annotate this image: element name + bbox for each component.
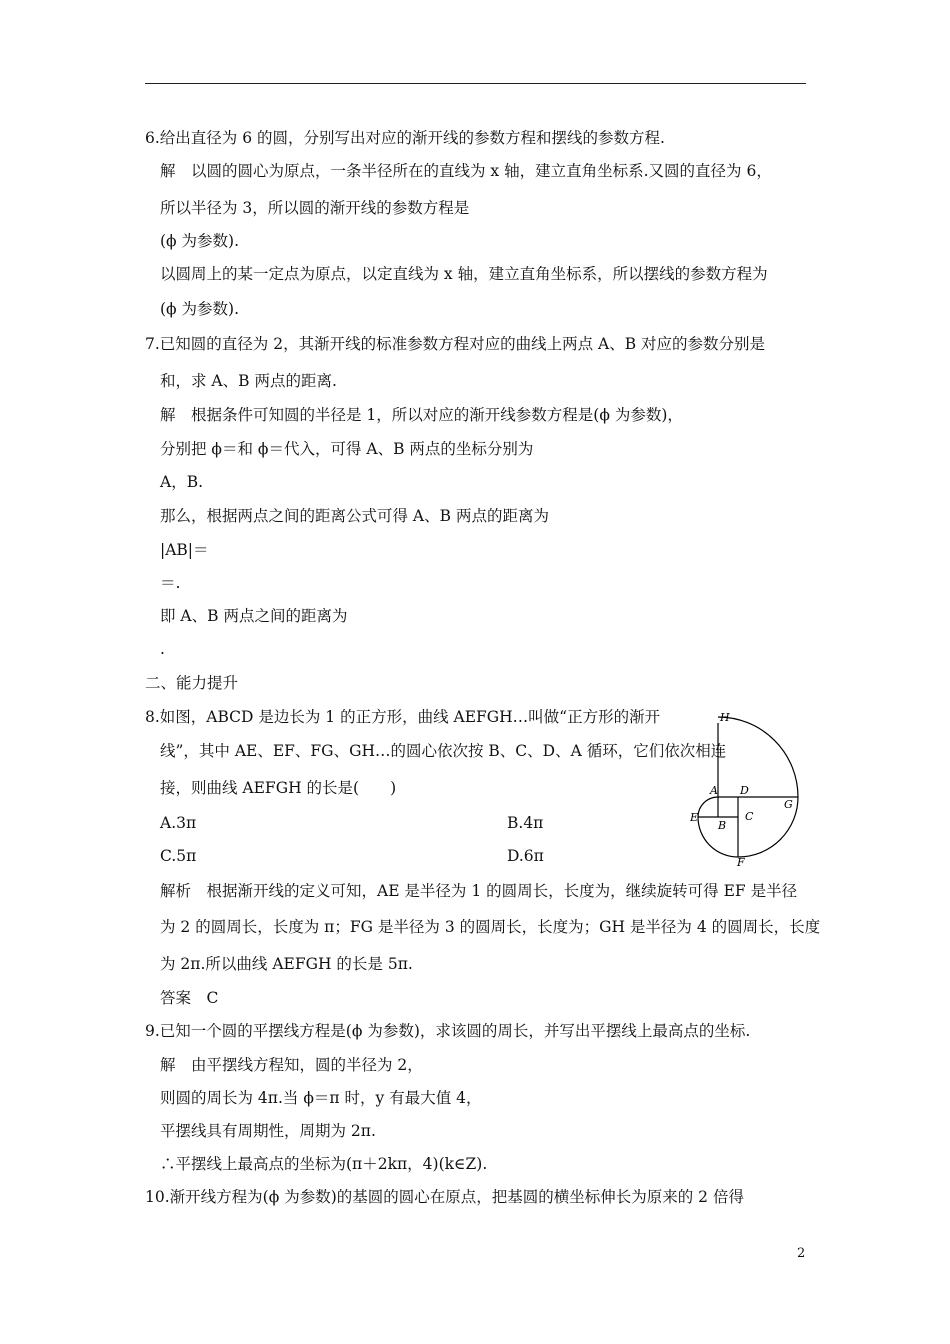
figure-label-C: C [745,810,754,823]
text-line-content: A，B. [160,473,204,491]
figure-label-F: F [737,856,745,868]
text-line [160,161,772,181]
text-line [160,439,533,459]
figure-label-A: A [710,784,718,797]
figure-label-E: E [690,811,699,824]
text-line-content: 9.已知一个圆的平摆线方程是(ϕ 为参数)，求该圆的周长，并写出平摆线上最高点的坐标. [145,1022,751,1040]
text-line-content: 6.给出直径为 6 的圆，分别写出对应的渐开线的参数方程和摆线的参数方程. [145,129,665,147]
text-line [145,334,765,354]
text-line-content: 线”，其中 AE、EF、FG、GH…的圆心依次按 B、C、D、A 循环，它们依次相连 [160,742,727,760]
text-line-content: |AB|＝ [160,541,209,559]
square-involute-figure [690,708,808,868]
text-line [160,813,196,833]
text-line-content: 解 根据条件可知圆的半径是 1，所以对应的渐开线参数方程是(ϕ 为参数)， [160,406,683,424]
text-line-content: (ϕ 为参数). [160,300,240,318]
page-number: 2 [797,1246,806,1261]
text-line [160,540,209,560]
figure-label-H: H [720,711,730,724]
figure-arc-GH [718,717,798,797]
figure-label-B: B [718,819,727,832]
text-line-content: C.5π [160,847,197,865]
text-line [145,673,238,693]
text-line [145,707,660,727]
text-line-content: 即 A、B 两点之间的距离为 [160,607,348,625]
text-line [160,846,196,866]
text-line-content: 为 2π.所以曲线 AEFGH 的长是 5π. [160,955,413,973]
text-line-content: 答案 C [160,989,219,1007]
figure-label-G: G [784,798,793,811]
text-line-content: 解析 根据渐开线的定义可知，AE 是半径为 1 的圆周长，长度为，继续旋转可得 EF 是半径 [160,882,798,900]
text-line [160,917,820,937]
text-line [160,573,180,593]
text-line [160,231,239,251]
text-line [160,606,347,626]
text-line [160,1121,376,1141]
text-line [160,741,726,761]
text-line-content: ＝. [160,574,181,592]
text-line [160,264,768,284]
text-line-content: 10.渐开线方程为(ϕ 为参数)的基圆的圆心在原点，把基圆的横坐标伸长为原来的 2 倍得 [145,1188,744,1206]
option-text: B.4π [507,814,544,832]
text-line [160,1088,481,1108]
text-line-content: 解 以圆的圆心为原点，一条半径所在的直线为 x 轴，建立直角坐标系.又圆的直径为 6， [160,162,772,180]
text-line-content: 接，则曲线 AEFGH 的长是( ) [160,779,397,797]
text-line [160,639,165,659]
text-line-content: (ϕ 为参数). [160,232,240,250]
text-line [160,299,239,319]
text-line [160,405,683,425]
text-line [145,1021,750,1041]
text-line-content: 所以半径为 3，所以圆的渐开线的参数方程是 [160,199,470,217]
text-line-content: 解 由平摆线方程知，圆的半径为 2， [160,1056,423,1074]
text-line-content: 8.如图，ABCD 是边长为 1 的正方形，曲线 AEFGH…叫做“正方形的渐开 [145,708,661,726]
text-line [160,988,218,1008]
figure-arc-AE [698,797,718,817]
text-line-content: 7.已知圆的直径为 2，其渐开线的标准参数方程对应的曲线上两点 A、B 对应的参数分别是 [145,335,766,353]
text-line-content: 为 2 的圆周长，长度为 π；FG 是半径为 3 的圆周长，长度为；GH 是半径为 4 的圆周长，长度 [160,918,821,936]
text-line-content: 分别把 ϕ＝和 ϕ＝代入，可得 A、B 两点的坐标分别为 [160,440,534,458]
text-line [145,128,665,148]
text-line [160,778,396,798]
text-line [160,1154,487,1174]
text-line [160,954,413,974]
option-text: D.6π [507,847,544,865]
text-line-content: . [160,640,165,658]
text-line-content: 则圆的周长为 4π.当 ϕ＝π 时，y 有最大值 4， [160,1089,482,1107]
text-line [160,472,203,492]
text-line [145,1187,744,1207]
text-line-content: 以圆周上的某一定点为原点，以定直线为 x 轴，建立直角坐标系，所以摆线的参数方程为 [160,265,768,283]
text-line [160,1055,423,1075]
text-line-content: 和，求 A、B 两点的距离. [160,372,337,390]
text-line-content: 那么，根据两点之间的距离公式可得 A、B 两点的距离为 [160,507,549,525]
text-line-content: 二、能力提升 [145,674,239,692]
text-line-content: ∴平摆线上最高点的坐标为(π＋2kπ，4)(k∈Z). [160,1155,488,1173]
header-rule [145,83,806,84]
text-line-content: 平摆线具有周期性，周期为 2π. [160,1122,376,1140]
figure-label-D: D [740,784,749,797]
text-line [160,371,337,391]
text-line-content: A.3π [160,814,197,832]
text-line [160,506,549,526]
text-line [160,881,797,901]
text-line [160,198,469,218]
